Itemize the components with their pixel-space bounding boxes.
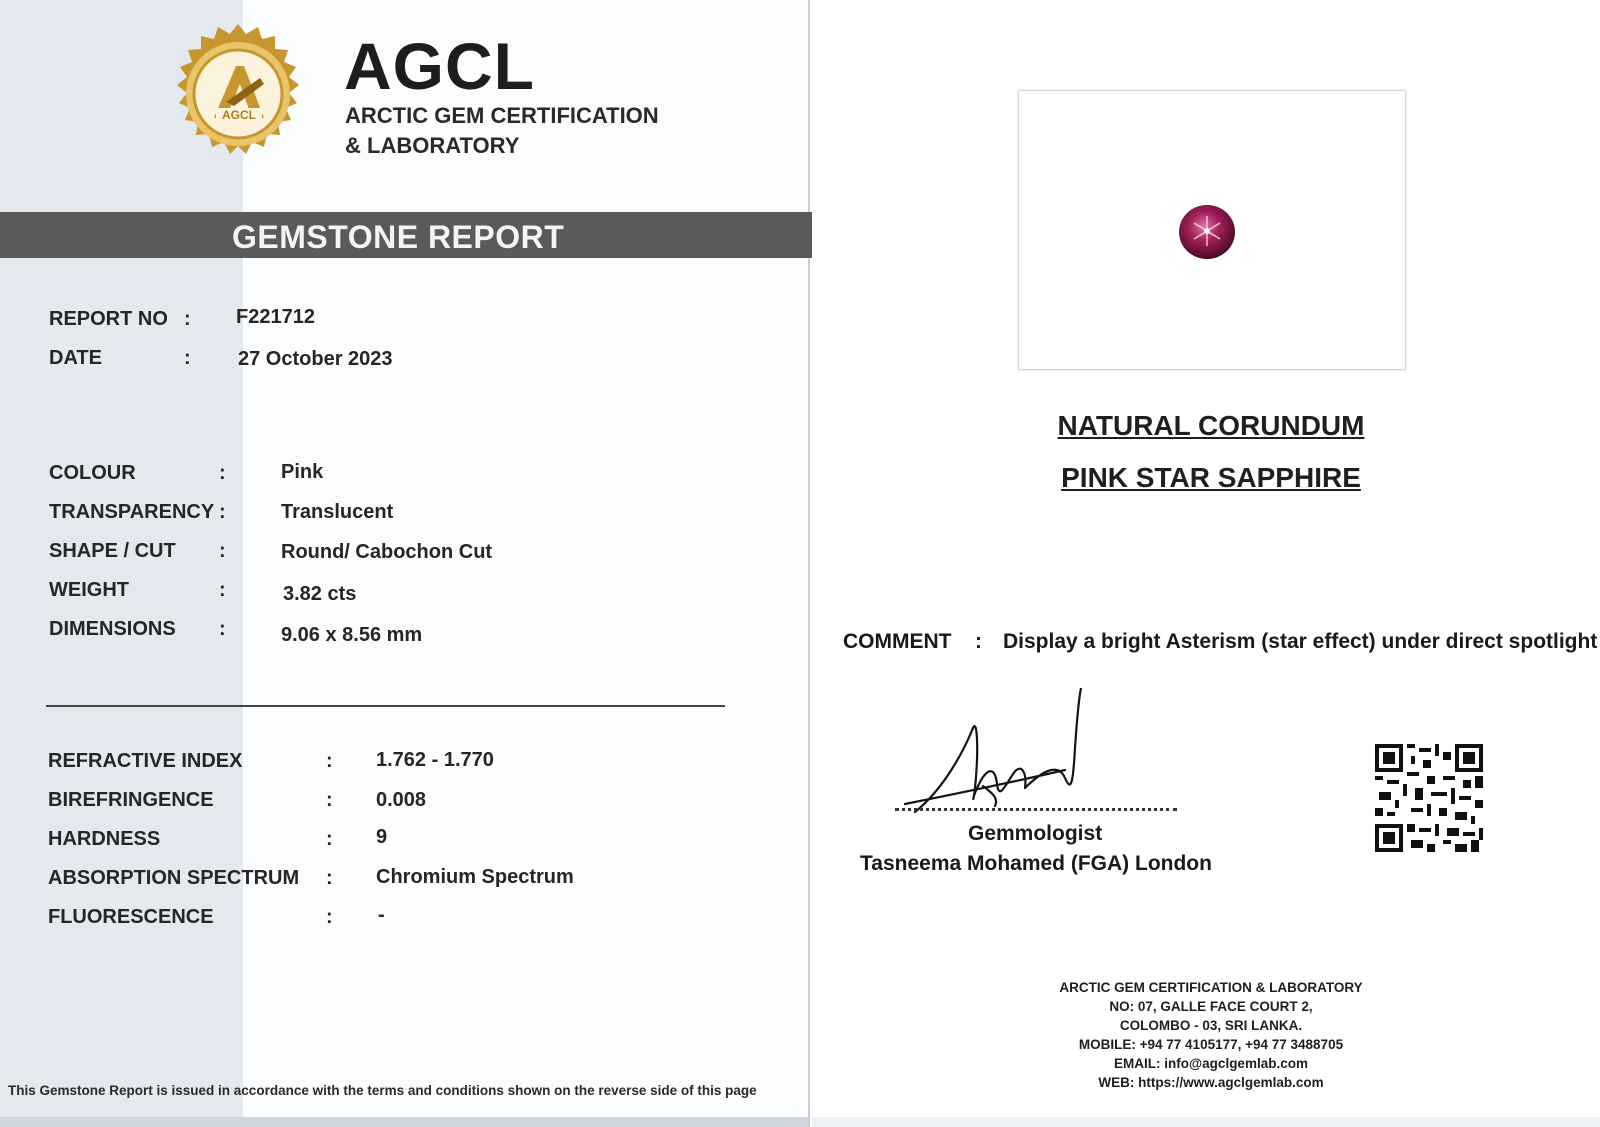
report-no-label: REPORT NO [49, 308, 168, 330]
date-label: DATE [49, 347, 102, 369]
signatory-title: Gemmologist [968, 822, 1103, 845]
comment-label: COMMENT [843, 630, 952, 653]
hardness-colon: : [326, 828, 333, 850]
hardness-label: HARDNESS [48, 828, 161, 850]
brand-name: AGCL [344, 29, 535, 103]
hardness-value: 9 [376, 826, 388, 848]
section-divider [46, 705, 725, 707]
address-web: WEB: https://www.agclgemlab.com [1098, 1075, 1324, 1090]
birefringence-value: 0.008 [376, 789, 427, 811]
signature-line [895, 808, 1177, 811]
comment-text: Display a bright Asterism (star effect) under direct spotlight [1003, 630, 1598, 653]
qr-code-icon [1375, 744, 1483, 852]
address-street: NO: 07, GALLE FACE COURT 2, [1109, 999, 1313, 1014]
variety-heading: PINK STAR SAPPHIRE [1061, 462, 1361, 493]
absorption-spectrum-label: ABSORPTION SPECTRUM [48, 867, 300, 889]
weight-value: 3.82 cts [283, 583, 357, 605]
signatory-name: Tasneema Mohamed (FGA) London [860, 852, 1212, 875]
transparency-label: TRANSPARENCY [49, 501, 215, 523]
address-mobile: MOBILE: +94 77 4105177, +94 77 3488705 [1078, 1037, 1344, 1052]
date-value: 27 October 2023 [238, 348, 393, 370]
address-company: ARCTIC GEM CERTIFICATION & LABORATORY [1059, 980, 1363, 995]
address-city: COLOMBO - 03, SRI LANKA. [1119, 1018, 1303, 1033]
birefringence-label: BIREFRINGENCE [48, 789, 214, 811]
transparency-value: Translucent [281, 501, 394, 523]
species-heading: NATURAL CORUNDUM [1057, 410, 1365, 441]
shape-cut-colon: : [219, 540, 226, 562]
transparency-colon: : [219, 501, 226, 523]
birefringence-colon: : [326, 789, 333, 811]
absorption-spectrum-value: Chromium Spectrum [376, 866, 574, 888]
report-no-colon: : [184, 308, 191, 330]
signature-icon [895, 688, 1125, 834]
colour-value: Pink [281, 461, 324, 483]
dimensions-colon: : [219, 618, 226, 640]
fluorescence-value: - [378, 904, 385, 926]
weight-colon: : [219, 579, 226, 601]
dimensions-label: DIMENSIONS [49, 618, 176, 640]
colour-label: COLOUR [49, 462, 136, 484]
report-no-value: F221712 [236, 306, 315, 328]
refractive-index-label: REFRACTIVE INDEX [48, 750, 243, 772]
svg-text:AGCL: AGCL [222, 108, 256, 122]
refractive-index-colon: : [326, 750, 333, 772]
address-email: EMAIL: info@agclgemlab.com [1114, 1056, 1308, 1071]
brand-subtitle-line1: ARCTIC GEM CERTIFICATION [345, 103, 659, 128]
star-sapphire-photo [1178, 204, 1236, 260]
refractive-index-value: 1.762 - 1.770 [376, 749, 494, 771]
date-colon: : [184, 347, 191, 369]
comment-colon: : [975, 630, 982, 653]
shape-cut-value: Round/ Cabochon Cut [281, 541, 493, 563]
fluorescence-label: FLUORESCENCE [48, 906, 214, 928]
report-title: GEMSTONE REPORT [232, 219, 565, 255]
absorption-spectrum-colon: : [326, 867, 333, 889]
dimensions-value: 9.06 x 8.56 mm [281, 624, 423, 646]
colour-colon: : [219, 462, 226, 484]
panel-divider [808, 0, 810, 1127]
weight-label: WEIGHT [49, 579, 129, 601]
bottom-edge-left [0, 1117, 808, 1127]
agcl-seal-icon [164, 22, 312, 170]
bottom-edge-right [812, 1117, 1600, 1127]
brand-subtitle-line2: & LABORATORY [345, 133, 520, 158]
shape-cut-label: SHAPE / CUT [49, 540, 176, 562]
fluorescence-colon: : [326, 906, 333, 928]
terms-footnote: This Gemstone Report is issued in accordance with the terms and conditions shown on the reverse side of this page [8, 1083, 757, 1098]
